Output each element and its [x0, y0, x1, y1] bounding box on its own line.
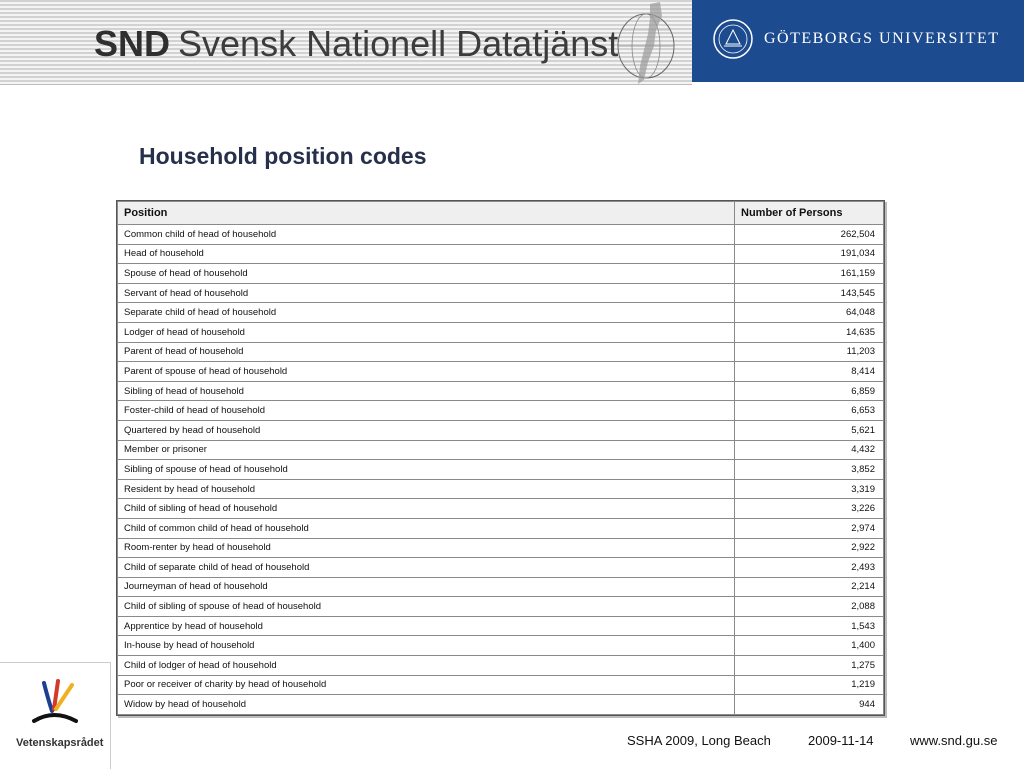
- position-cell: Separate child of head of household: [118, 303, 735, 323]
- position-cell: Resident by head of household: [118, 479, 735, 499]
- table-header-row: [118, 202, 884, 225]
- number-of-persons-cell: 64,048: [735, 303, 884, 323]
- table-row: [118, 597, 884, 617]
- number-of-persons-cell: 2,974: [735, 518, 884, 538]
- position-cell: Child of sibling of spouse of head of household: [118, 597, 735, 617]
- number-of-persons-cell: 4,432: [735, 440, 884, 460]
- position-cell: Servant of head of household: [118, 283, 735, 303]
- table-row: [118, 401, 884, 421]
- snd-banner: [0, 0, 692, 85]
- position-cell: Quartered by head of household: [118, 420, 735, 440]
- number-of-persons-cell: 1,543: [735, 616, 884, 636]
- snd-full-name: Svensk Nationell Datatjänst: [178, 23, 619, 64]
- table-row: [118, 283, 884, 303]
- column-header-number: Number of Persons: [735, 202, 884, 225]
- table-body: [118, 225, 884, 715]
- vetenskapsradet-logo-icon: [28, 675, 84, 731]
- number-of-persons-cell: 8,414: [735, 362, 884, 382]
- table-row: [118, 342, 884, 362]
- position-cell: Child of lodger of head of household: [118, 656, 735, 676]
- position-cell: Sibling of head of household: [118, 381, 735, 401]
- table-row: [118, 264, 884, 284]
- snd-logo-text: [94, 20, 618, 68]
- position-cell: Common child of head of household: [118, 225, 735, 245]
- table-row: [118, 381, 884, 401]
- table-row: [118, 322, 884, 342]
- table-row: [118, 538, 884, 558]
- table-row: [118, 695, 884, 715]
- number-of-persons-cell: 143,545: [735, 283, 884, 303]
- university-seal-icon: [712, 18, 754, 60]
- position-cell: Lodger of head of household: [118, 322, 735, 342]
- position-cell: Head of household: [118, 244, 735, 264]
- number-of-persons-cell: 5,621: [735, 420, 884, 440]
- vetenskapsradet-logo: [0, 662, 111, 769]
- number-of-persons-cell: 161,159: [735, 264, 884, 284]
- number-of-persons-cell: 1,219: [735, 675, 884, 695]
- footer-event: SSHA 2009, Long Beach: [627, 733, 771, 748]
- number-of-persons-cell: 6,859: [735, 381, 884, 401]
- table-row: [118, 303, 884, 323]
- number-of-persons-cell: 3,852: [735, 460, 884, 480]
- number-of-persons-cell: 3,226: [735, 499, 884, 519]
- vetenskapsradet-name: Vetenskapsrådet: [16, 737, 104, 749]
- table-row: [118, 479, 884, 499]
- table-row: [118, 636, 884, 656]
- table-row: [118, 577, 884, 597]
- table-row: [118, 225, 884, 245]
- table-row: [118, 616, 884, 636]
- position-cell: Child of sibling of head of household: [118, 499, 735, 519]
- position-cell: Room-renter by head of household: [118, 538, 735, 558]
- position-cell: Parent of spouse of head of household: [118, 362, 735, 382]
- number-of-persons-cell: 11,203: [735, 342, 884, 362]
- number-of-persons-cell: 2,922: [735, 538, 884, 558]
- table-row: [118, 656, 884, 676]
- table-row: [118, 440, 884, 460]
- table-row: [118, 499, 884, 519]
- table-row: [118, 362, 884, 382]
- number-of-persons-cell: 1,400: [735, 636, 884, 656]
- position-cell: Foster-child of head of household: [118, 401, 735, 421]
- position-cell: Widow by head of household: [118, 695, 735, 715]
- table-row: [118, 460, 884, 480]
- position-cell: Spouse of head of household: [118, 264, 735, 284]
- number-of-persons-cell: 3,319: [735, 479, 884, 499]
- globe-icon: [610, 0, 682, 86]
- position-cell: Sibling of spouse of head of household: [118, 460, 735, 480]
- table-row: [118, 420, 884, 440]
- number-of-persons-cell: 6,653: [735, 401, 884, 421]
- number-of-persons-cell: 2,088: [735, 597, 884, 617]
- slide-title: Household position codes: [139, 143, 427, 169]
- position-cell: In-house by head of household: [118, 636, 735, 656]
- position-cell: Child of common child of head of household: [118, 518, 735, 538]
- snd-abbreviation: SND: [94, 23, 171, 64]
- table-row: [118, 518, 884, 538]
- column-header-position: Position: [118, 202, 735, 225]
- number-of-persons-cell: 14,635: [735, 322, 884, 342]
- number-of-persons-cell: 2,214: [735, 577, 884, 597]
- table-row: [118, 558, 884, 578]
- table-row: [118, 244, 884, 264]
- position-cell: Journeyman of head of household: [118, 577, 735, 597]
- position-cell: Parent of head of household: [118, 342, 735, 362]
- position-cell: Poor or receiver of charity by head of household: [118, 675, 735, 695]
- number-of-persons-cell: 262,504: [735, 225, 884, 245]
- footer-date: 2009-11-14: [808, 733, 874, 748]
- number-of-persons-cell: 191,034: [735, 244, 884, 264]
- table-row: [118, 675, 884, 695]
- number-of-persons-cell: 944: [735, 695, 884, 715]
- footer-url[interactable]: www.snd.gu.se: [910, 733, 998, 748]
- position-cell: Member or prisoner: [118, 440, 735, 460]
- gu-banner: [692, 0, 1024, 82]
- number-of-persons-cell: 2,493: [735, 558, 884, 578]
- household-position-table: [116, 200, 885, 716]
- number-of-persons-cell: 1,275: [735, 656, 884, 676]
- position-cell: Apprentice by head of household: [118, 616, 735, 636]
- position-cell: Child of separate child of head of household: [118, 558, 735, 578]
- university-name: GÖTEBORGS UNIVERSITET: [764, 30, 1000, 47]
